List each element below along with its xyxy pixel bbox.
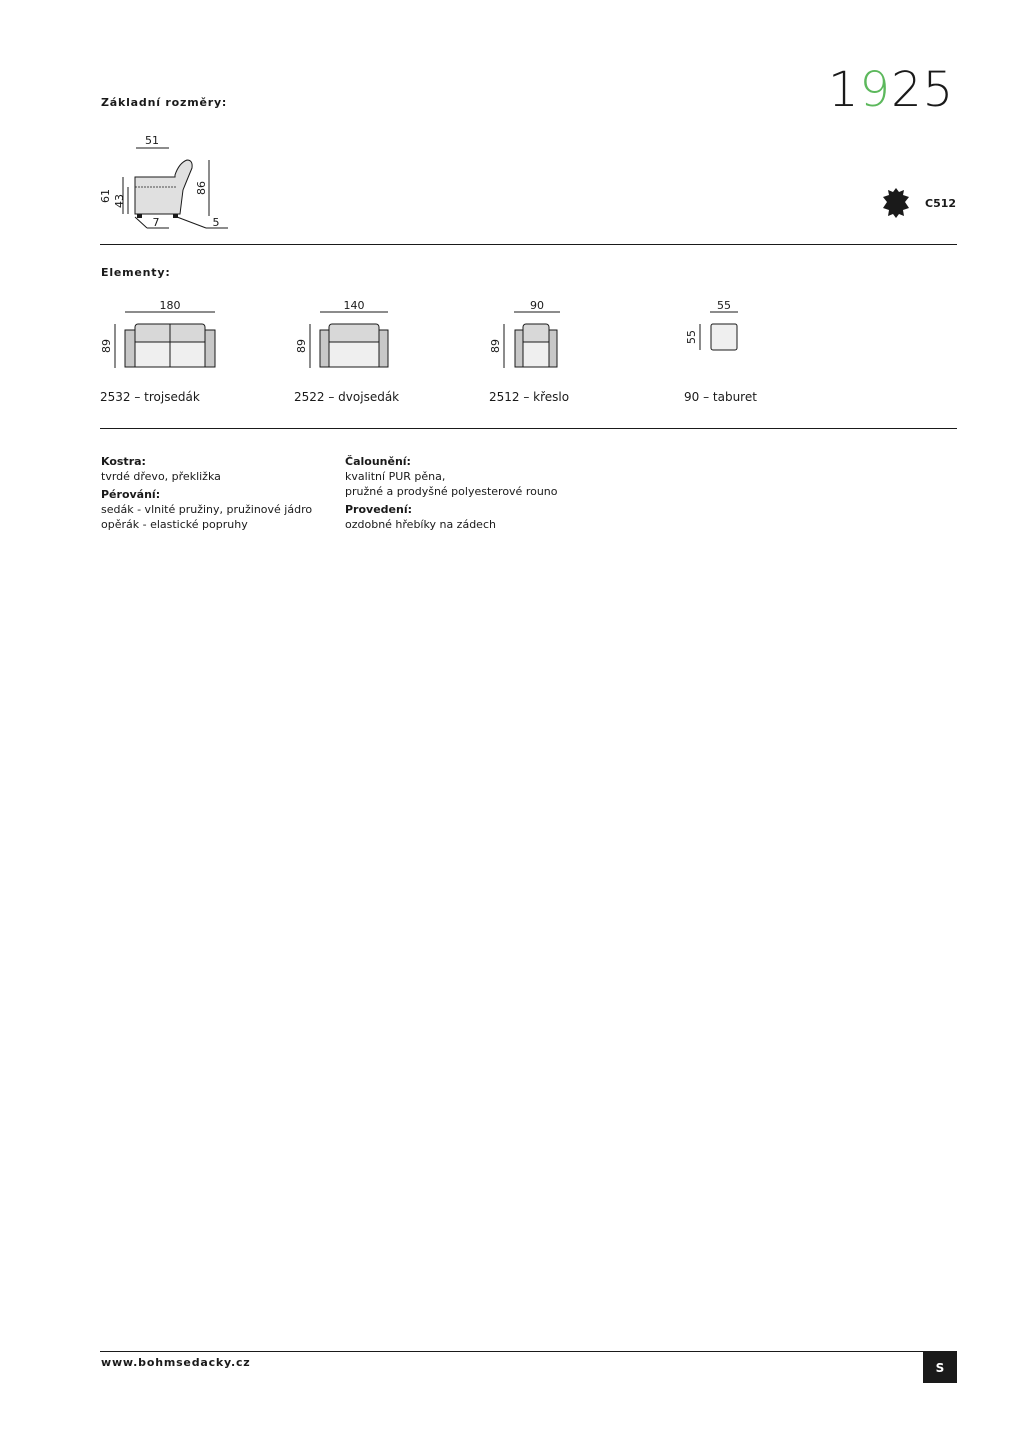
elements-title: Elementy: bbox=[101, 266, 171, 279]
material-code: C512 bbox=[925, 197, 957, 210]
foot-back-dim: 5 bbox=[212, 216, 220, 229]
element-3-seater-drawing bbox=[95, 296, 225, 376]
footer-url[interactable]: www.bohmsedacky.cz bbox=[101, 1356, 251, 1369]
divider bbox=[100, 244, 957, 245]
element-height-dim: 89 bbox=[100, 339, 113, 353]
element-3-seater-label: 2532 – trojsedák bbox=[100, 390, 200, 404]
foot-front-dim: 7 bbox=[152, 216, 160, 229]
element-armchair-label: 2512 – křeslo bbox=[489, 390, 570, 404]
element-width-dim: 55 bbox=[717, 299, 731, 312]
upholstery-text-1: kvalitní PUR pěna, bbox=[345, 470, 446, 483]
depth-dim: 51 bbox=[145, 134, 159, 147]
springs-heading: Pérování: bbox=[101, 488, 161, 501]
brand-logo: 1925 bbox=[828, 62, 955, 118]
specs-right-column bbox=[345, 454, 558, 532]
footer-divider bbox=[100, 1351, 957, 1352]
design-heading: Provedení: bbox=[345, 503, 413, 516]
specs-left-column bbox=[101, 454, 312, 532]
element-height-dim: 55 bbox=[685, 330, 698, 344]
seat-height-dim: 43 bbox=[113, 194, 126, 208]
element-width-dim: 90 bbox=[530, 299, 544, 312]
page-marker: S bbox=[923, 1352, 957, 1383]
arm-height-dim: 61 bbox=[99, 189, 112, 203]
upholstery-heading: Čalounění: bbox=[345, 455, 411, 468]
springs-text-back: opěrák - elastické popruhy bbox=[101, 518, 248, 531]
divider bbox=[100, 428, 957, 429]
frame-heading: Kostra: bbox=[101, 455, 146, 468]
leather-hide-icon bbox=[882, 187, 910, 219]
element-armchair-drawing bbox=[486, 296, 576, 376]
design-text: ozdobné hřebíky na zádech bbox=[345, 518, 496, 531]
element-height-dim: 89 bbox=[489, 339, 502, 353]
frame-text: tvrdé dřevo, překližka bbox=[101, 470, 221, 483]
element-2-seater-label: 2522 – dvojsedák bbox=[294, 390, 400, 404]
side-profile-drawing bbox=[95, 130, 240, 235]
element-stool-drawing bbox=[682, 296, 752, 366]
element-width-dim: 180 bbox=[159, 299, 181, 312]
basic-dimensions-title: Základní rozměry: bbox=[101, 96, 228, 109]
total-height-dim: 86 bbox=[195, 181, 208, 195]
springs-text-seat: sedák - vlnité pružiny, pružinové jádro bbox=[101, 503, 313, 516]
element-2-seater-drawing bbox=[290, 296, 400, 376]
element-height-dim: 89 bbox=[295, 339, 308, 353]
upholstery-text-2: pružné a prodyšné polyesterové rouno bbox=[345, 485, 558, 498]
element-stool-label: 90 – taburet bbox=[684, 390, 757, 404]
element-width-dim: 140 bbox=[343, 299, 365, 312]
